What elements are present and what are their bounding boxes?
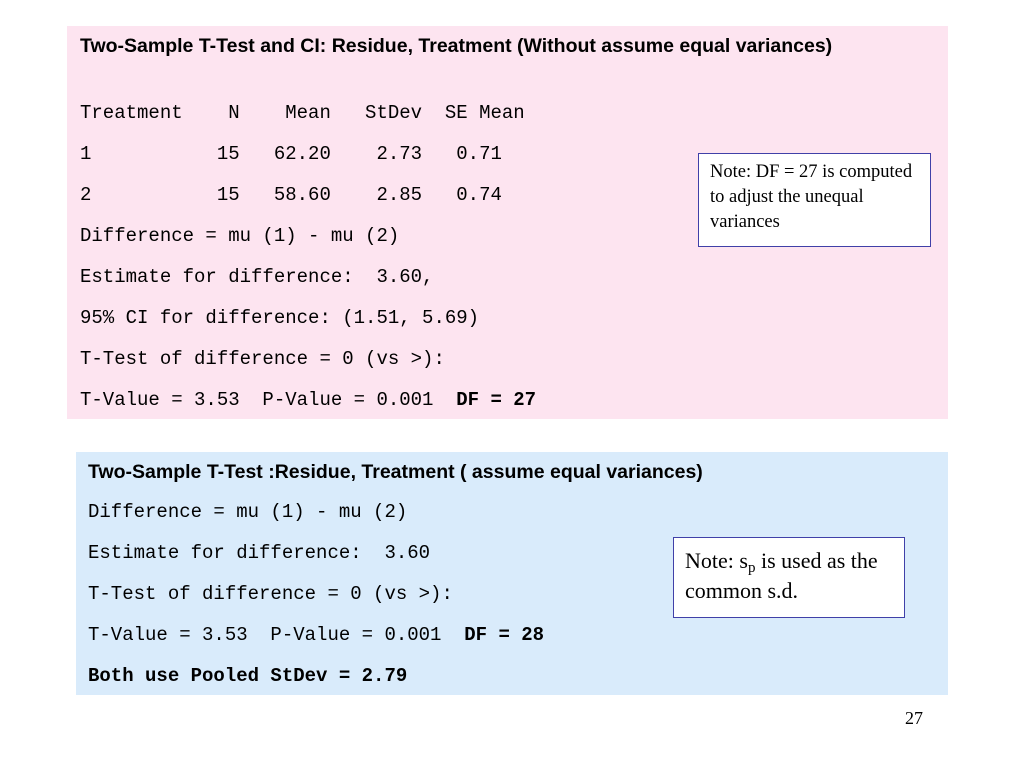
top-panel-title: Two-Sample T-Test and CI: Residue, Treatment (Without assume equal variances) — [80, 35, 833, 57]
sp-note-box — [673, 537, 905, 618]
df-note-text: Note: DF = 27 is computed to adjust the unequal variances — [710, 162, 913, 232]
df-note-box — [698, 153, 931, 247]
ttest-line: T-Test of difference = 0 (vs >): — [80, 348, 445, 370]
df-value: DF = 28 — [464, 624, 545, 646]
sp-note-text-start: Note: s — [685, 548, 748, 573]
sp-note-text-end: is used as the common s.d. — [685, 548, 878, 603]
bottom-panel-title: Two-Sample T-Test :Residue, Treatment ( assume equal variances) — [88, 461, 703, 483]
estimate-line: Estimate for difference: 3.60 — [88, 542, 431, 564]
ttest-line: T-Test of difference = 0 (vs >): — [88, 583, 453, 605]
difference-line: Difference = mu (1) - mu (2) — [80, 225, 400, 247]
difference-line: Difference = mu (1) - mu (2) — [88, 501, 408, 523]
table-row-2-line: 2 15 58.60 2.85 0.74 — [80, 184, 502, 206]
tvalue-line — [80, 389, 536, 411]
estimate-line: Estimate for difference: 3.60, — [80, 266, 434, 288]
table-header-line: Treatment N Mean StDev SE Mean — [80, 102, 525, 124]
sp-subscript: p — [747, 560, 756, 576]
tvalue-text: T-Value = 3.53 P-Value = 0.001 — [80, 389, 457, 411]
tvalue-line — [88, 624, 544, 646]
tvalue-text: T-Value = 3.53 P-Value = 0.001 — [88, 624, 465, 646]
table-row-1-line: 1 15 62.20 2.73 0.71 — [80, 143, 502, 165]
ci-line: 95% CI for difference: (1.51, 5.69) — [80, 307, 480, 329]
page-number: 27 — [905, 708, 923, 728]
pooled-stdev-line: Both use Pooled StDev = 2.79 — [88, 665, 408, 687]
df-value: DF = 27 — [456, 389, 537, 411]
